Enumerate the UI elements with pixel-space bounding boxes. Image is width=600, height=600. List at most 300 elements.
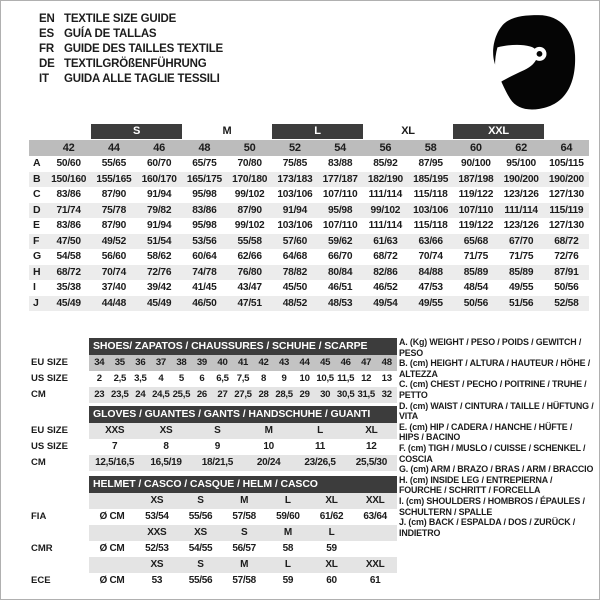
measure-cell: 107/110: [458, 204, 494, 216]
table-row: [31, 455, 397, 471]
measure-cell: 41/45: [192, 282, 217, 293]
table-header-row: [31, 406, 397, 423]
corner-cell: [29, 140, 46, 156]
measure-cell: 87/90: [101, 189, 126, 200]
legend-item: G. (cm) ARM / BRAZO / BRAS / ARM / BRACCIO: [399, 464, 594, 475]
measure-cell: 99/102: [234, 220, 265, 231]
group-cell: [46, 123, 91, 140]
value-cell: 26: [196, 389, 207, 400]
measure-cell: 190/200: [503, 173, 539, 185]
row-label: EU SIZE: [31, 357, 68, 368]
value-cell: 28: [258, 389, 269, 400]
measure-cell: 99/102: [370, 204, 401, 216]
value-cell: 61: [369, 575, 381, 586]
measure-cell: 51/54: [147, 235, 172, 247]
row-cells: [89, 525, 397, 541]
value-cell: 11: [315, 441, 325, 452]
measure-cell: 48/52: [282, 297, 307, 309]
value-cell: 25,5: [172, 389, 191, 400]
measure-cell: 68/72: [554, 235, 579, 247]
size-group-label-XL: XL: [401, 125, 415, 137]
value-cell: 57/58: [232, 511, 256, 522]
value-cell: 2: [96, 373, 102, 384]
size-number-cell: 46: [153, 142, 165, 154]
value-cell: 46: [340, 357, 351, 368]
guide-title: TEXTILGRÖßENFÜHRUNG: [64, 58, 207, 70]
measure-cell: 111/114: [504, 204, 538, 216]
racing-helmet-icon: [488, 14, 578, 111]
value-cell: 7: [112, 441, 118, 452]
measure-cell: 150/160: [51, 173, 87, 185]
measure-cell: 35/38: [56, 282, 81, 293]
gloves-size-table: [31, 406, 397, 471]
value-cell: 57/58: [232, 575, 256, 586]
row-cells: [89, 509, 397, 525]
row-label: US SIZE: [31, 373, 68, 384]
measure-cell: 105/115: [549, 158, 584, 169]
measure-cell: 79/82: [147, 204, 172, 216]
measure-cell: 173/183: [277, 173, 313, 185]
value-cell: 59: [282, 575, 294, 586]
measure-cell: 56/60: [101, 251, 126, 262]
row-label: [31, 338, 89, 355]
measure-row-label: D: [33, 203, 41, 216]
measure-row-label: E: [33, 219, 40, 231]
measure-cell: 119/122: [458, 220, 494, 231]
value-cell: 61/62: [319, 511, 344, 522]
value-cell: 35: [114, 357, 125, 368]
measure-cell: 47/51: [237, 297, 262, 309]
measure-cell: 65/68: [463, 235, 488, 247]
measurement-legend: [399, 337, 594, 538]
measure-cell: 65/75: [192, 158, 217, 169]
measure-cell: 68/72: [373, 251, 398, 262]
measure-cell: 177/187: [322, 173, 358, 185]
value-cell: 10: [299, 373, 310, 384]
measure-cell: 76/80: [237, 266, 262, 278]
value-cell: S: [197, 559, 204, 570]
measure-cell: 119/122: [458, 189, 494, 200]
guide-title: GUÍA DE TALLAS: [64, 28, 157, 40]
row-cells: [89, 573, 397, 589]
language-row: [39, 42, 223, 57]
value-cell: 60: [326, 575, 337, 586]
value-cell: XXS: [147, 527, 167, 538]
measure-cell: 103/106: [413, 204, 449, 216]
size-number-cell: 50: [243, 142, 256, 154]
table-row: [31, 439, 397, 455]
measure-cell: 47/53: [418, 282, 443, 293]
measure-cell: 111/114: [368, 189, 403, 200]
size-number-cell: 58: [424, 142, 437, 154]
language-row: [39, 72, 223, 87]
value-cell: 11,5: [337, 373, 355, 384]
measure-cell: 187/198: [458, 173, 494, 185]
value-cell: 7,5: [236, 373, 250, 384]
measure-cell: 115/118: [413, 189, 448, 200]
row-label: [31, 493, 89, 509]
measure-cell: 85/89: [509, 266, 534, 278]
value-cell: Ø CM: [99, 543, 125, 554]
row-label: ECE: [31, 575, 51, 586]
value-cell: 43: [279, 357, 290, 368]
value-cell: 18/21,5: [201, 457, 233, 468]
value-cell: XS: [150, 495, 164, 506]
measure-row-label: B: [33, 172, 41, 185]
guide-title: GUIDE DES TAILLES TEXTILE: [64, 43, 223, 55]
measure-cell: 127/130: [548, 220, 584, 231]
value-cell: S: [240, 527, 248, 538]
size-number-cell: 62: [515, 142, 527, 154]
measure-cell: 87/90: [101, 220, 126, 231]
size-group-label-M: M: [222, 125, 232, 137]
measure-cell: 75/78: [101, 204, 126, 216]
measure-cell: 91/94: [147, 220, 172, 231]
measure-cell: 70/80: [237, 158, 262, 169]
value-cell: 5: [178, 373, 184, 384]
measure-cell: 111/114: [368, 220, 403, 231]
table-row: [31, 355, 397, 371]
measure-cell: 75/85: [282, 158, 307, 169]
value-cell: 27,5: [234, 389, 252, 400]
measure-cell: 49/55: [418, 297, 443, 309]
measure-row-label: J: [33, 296, 39, 309]
measure-cell: 66/70: [328, 251, 353, 262]
table-header-row: [31, 476, 397, 493]
measure-cell: 155/165: [96, 173, 132, 185]
legend-item: H. (cm) INSIDE LEG / ENTREPIERNA / FOURCHE / SCHRITT / FORCELLA: [399, 474, 553, 496]
row-label: CM: [31, 457, 46, 468]
table-row: [31, 573, 397, 589]
value-cell: 24,5: [152, 389, 170, 400]
legend-item: J. (cm) BACK / ESPALDA / DOS / ZURÜCK / INDIETRO: [399, 517, 576, 538]
measure-cell: 95/98: [192, 189, 217, 200]
size-group-label-S: S: [91, 124, 182, 139]
measure-cell: 39/42: [147, 282, 172, 293]
value-cell: 40: [217, 357, 228, 368]
measure-cell: 45/49: [147, 297, 172, 309]
value-cell: 55/56: [188, 575, 213, 586]
value-cell: 29: [299, 389, 310, 400]
accessory-tables: [31, 338, 397, 589]
measure-row-label: H: [33, 265, 41, 278]
guide-title: TEXTILE SIZE GUIDE: [64, 13, 177, 25]
measure-row-label: F: [33, 234, 40, 247]
measure-cell: 71/75: [509, 251, 534, 262]
row-cells: [89, 355, 397, 371]
textile-size-table: [29, 123, 589, 311]
measure-cell: 45/49: [56, 297, 81, 309]
measure-cell: 49/55: [509, 282, 534, 293]
measure-cell: 103/106: [277, 220, 313, 231]
measure-cell: 46/51: [328, 282, 353, 293]
group-cell: [544, 123, 589, 140]
measure-cell: 71/74: [56, 204, 81, 216]
measure-cell: 58/62: [147, 251, 172, 262]
measure-row: [29, 234, 589, 250]
measure-cell: 87/91: [554, 266, 579, 278]
value-cell: 31,5: [357, 389, 375, 400]
measure-cell: 185/195: [413, 173, 449, 185]
value-cell: [89, 557, 135, 573]
measure-row: [29, 249, 589, 265]
group-cell: [272, 123, 363, 140]
measure-cell: 90/100: [461, 158, 491, 169]
shoes-size-table: [31, 338, 397, 403]
measure-cell: 59/62: [328, 235, 353, 247]
value-cell: 6,5: [216, 373, 229, 384]
measure-cell: 50/56: [554, 282, 579, 293]
row-label: CM: [31, 389, 46, 400]
legend-item: D. (cm) WAIST / CINTURA / TAILLE / HÜFTUNG / VITA: [399, 400, 594, 422]
measure-cell: 115/118: [413, 220, 448, 231]
measure-cell: 85/89: [463, 266, 488, 278]
value-cell: 48: [381, 357, 392, 368]
measure-row: [29, 296, 589, 312]
measure-cell: 45/50: [282, 282, 307, 293]
measure-cell: 72/76: [147, 266, 172, 278]
value-cell: 37: [155, 357, 166, 368]
value-cell: 30: [320, 389, 331, 400]
value-cell: 53: [151, 575, 163, 586]
value-cell: 20/24: [256, 457, 281, 468]
value-cell: L: [284, 559, 291, 570]
value-cell: 45: [320, 357, 331, 368]
value-cell: [89, 493, 135, 509]
value-cell: 3,5: [134, 373, 147, 384]
measure-cell: 103/106: [277, 189, 313, 200]
table-row: [31, 525, 397, 541]
measure-cell: 170/180: [232, 173, 268, 185]
corner-cell: [29, 123, 46, 140]
measure-cell: 74/78: [192, 266, 217, 278]
table-row: [31, 557, 397, 573]
measure-cell: 95/98: [192, 220, 217, 231]
measure-cell: 87/90: [237, 204, 262, 216]
measure-cell: 85/92: [373, 158, 398, 169]
measure-cell: 51/56: [509, 297, 534, 309]
measure-cell: 64/68: [282, 251, 307, 262]
measure-cell: 53/56: [192, 235, 217, 247]
value-cell: S: [197, 495, 204, 506]
size-group-label-L: L: [272, 124, 363, 139]
size-number-cell: 64: [560, 142, 573, 154]
value-cell: XXL: [365, 495, 385, 506]
measure-cell: 60/70: [147, 158, 172, 169]
language-row: [39, 27, 223, 42]
legend-item: C. (cm) CHEST / PECHO / POITRINE / TRUHE / PETTO: [399, 379, 587, 400]
value-cell: 9: [214, 441, 220, 452]
row-label: [31, 525, 89, 541]
measure-cell: 160/170: [141, 173, 177, 185]
value-cell: 59/60: [276, 511, 300, 522]
value-cell: 8: [163, 441, 169, 452]
language-title-list: [39, 12, 223, 87]
value-cell: 10,5: [316, 373, 334, 384]
measure-cell: 44/48: [101, 297, 126, 309]
value-cell: 59: [326, 543, 337, 554]
value-cell: 12,5/16,5: [95, 457, 135, 468]
measure-cell: 67/70: [509, 235, 534, 247]
value-cell: XS: [194, 527, 207, 538]
value-cell: Ø CM: [99, 575, 125, 586]
value-cell: M: [240, 495, 249, 506]
language-code: IT: [39, 73, 49, 85]
value-cell: 8: [261, 373, 267, 384]
measure-cell: 70/74: [418, 251, 443, 262]
measure-cell: 50/56: [463, 297, 488, 309]
value-cell: 54/55: [188, 543, 213, 554]
measure-cell: 71/75: [463, 251, 488, 262]
measure-cell: 50/60: [56, 158, 81, 169]
measure-row: [29, 218, 589, 234]
value-cell: 36: [135, 357, 146, 368]
value-cell: 25,5/30: [355, 457, 387, 468]
measure-cell: 115/119: [549, 204, 584, 216]
row-label: [31, 557, 89, 573]
size-number-cell: 42: [62, 142, 75, 154]
row-cells: [89, 387, 397, 403]
value-cell: M: [264, 425, 273, 436]
value-cell: 4: [158, 373, 164, 384]
measure-cell: 83/88: [328, 158, 353, 169]
value-cell: L: [284, 495, 291, 506]
value-cell: 47: [361, 357, 372, 368]
value-cell: [89, 525, 135, 541]
measure-cell: 60/64: [192, 251, 217, 262]
table-title: SHOES/ ZAPATOS / CHAUSSURES / SCHUHE / SCARPE: [89, 338, 397, 355]
measure-cell: 80/84: [328, 266, 353, 278]
value-cell: 52/53: [145, 543, 169, 554]
value-cell: [353, 541, 397, 557]
measure-row: [29, 172, 589, 188]
size-number-cell: 52: [289, 142, 301, 154]
group-cell: [453, 123, 544, 140]
table-title: GLOVES / GUANTES / GANTS / HANDSCHUHE / GUANTI: [89, 406, 397, 423]
value-cell: 58: [282, 543, 294, 554]
measure-cell: 83/86: [56, 220, 81, 231]
value-cell: Ø CM: [99, 511, 125, 522]
measure-cell: 87/95: [418, 158, 443, 169]
measure-cell: 91/94: [147, 189, 172, 200]
measure-cell: 91/94: [282, 204, 307, 216]
legend-item: B. (cm) HEIGHT / ALTURA / HAUTEUR / HÖHE / ALTEZZA: [399, 358, 591, 379]
value-cell: 34: [94, 357, 105, 368]
measure-cell: 190/200: [548, 173, 584, 185]
measure-cell: 46/52: [373, 282, 398, 293]
measure-cell: 72/76: [554, 251, 579, 262]
row-cells: [89, 541, 397, 557]
value-cell: XL: [325, 559, 338, 570]
measure-row-label: I: [33, 281, 36, 293]
value-cell: 6: [199, 373, 205, 384]
legend-item: E. (cm) HIP / CADERA / HANCHE / HÜFTE / HIPS / BACINO: [399, 421, 573, 443]
measure-cell: 82/86: [373, 266, 398, 278]
row-cells: [89, 371, 397, 387]
group-cell: [363, 123, 454, 140]
measure-cell: 78/82: [282, 266, 307, 278]
measure-cell: 48/54: [463, 282, 488, 293]
measure-cell: 61/63: [373, 235, 398, 247]
measure-cell: 49/52: [101, 235, 126, 247]
row-label: US SIZE: [31, 441, 68, 452]
value-cell: 23/26,5: [304, 457, 336, 468]
size-number-cell: 48: [198, 142, 211, 154]
value-cell: 56/57: [232, 543, 256, 554]
legend-item: F. (cm) TIGH / MUSLO / CUISSE / SCHENKEL / COSCIA: [399, 442, 586, 464]
size-number-cell: 56: [379, 142, 392, 154]
value-cell: 28,5: [275, 389, 293, 400]
table-row: [31, 493, 397, 509]
table-row: [31, 509, 397, 525]
measure-cell: 49/54: [373, 297, 398, 309]
measure-cell: 68/72: [56, 266, 81, 278]
value-cell: 32: [381, 389, 392, 400]
value-cell: 63/64: [363, 511, 387, 522]
measure-cell: 62/66: [237, 251, 262, 262]
measure-cell: 107/110: [322, 189, 358, 200]
size-group-label-XXL: XXL: [453, 124, 544, 139]
value-cell: 2,5: [113, 373, 127, 384]
language-code: ES: [39, 28, 54, 40]
value-cell: 12: [366, 441, 377, 452]
value-cell: XL: [365, 425, 378, 436]
value-cell: M: [283, 527, 292, 538]
row-label: [31, 406, 89, 423]
language-code: EN: [39, 13, 55, 25]
value-cell: L: [317, 425, 323, 436]
table-title: HELMET / CASCO / CASQUE / HELM / CASCO: [89, 476, 397, 493]
size-number-cell: 44: [108, 142, 120, 154]
measure-row: [29, 156, 589, 172]
value-cell: 53/54: [145, 511, 169, 522]
value-cell: 30,5: [336, 389, 355, 400]
helmet-size-table: [31, 476, 397, 589]
value-cell: M: [240, 559, 249, 570]
measure-cell: 165/175: [186, 173, 222, 185]
measure-cell: 70/74: [101, 266, 126, 278]
value-cell: [353, 525, 397, 541]
table-row: [31, 423, 397, 439]
measure-cell: 46/50: [192, 297, 217, 309]
value-cell: 55/56: [188, 511, 213, 522]
measure-cell: 182/190: [367, 173, 403, 185]
row-label: CMR: [31, 543, 53, 554]
guide-title: GUIDA ALLE TAGLIE TESSILI: [64, 73, 220, 85]
language-code: FR: [39, 43, 54, 55]
measure-cell: 52/58: [554, 297, 579, 309]
value-cell: 12: [361, 373, 372, 384]
size-number-cell: 54: [334, 142, 346, 154]
table-row: [31, 371, 397, 387]
value-cell: 39: [196, 357, 207, 368]
value-cell: 9: [281, 373, 287, 384]
table-header-row: [31, 338, 397, 355]
row-label: [31, 476, 89, 493]
value-cell: 23,5: [111, 389, 129, 400]
row-cells: [89, 493, 397, 509]
language-row: [39, 57, 223, 72]
measure-cell: 107/110: [322, 220, 358, 231]
row-cells: [89, 439, 397, 455]
measure-cell: 127/130: [548, 189, 584, 200]
measure-row: [29, 203, 589, 219]
value-cell: 38: [176, 357, 187, 368]
row-cells: [89, 455, 397, 471]
value-cell: 41: [237, 357, 249, 368]
measure-cell: 84/88: [418, 266, 443, 278]
measure-row-label: G: [33, 250, 41, 262]
